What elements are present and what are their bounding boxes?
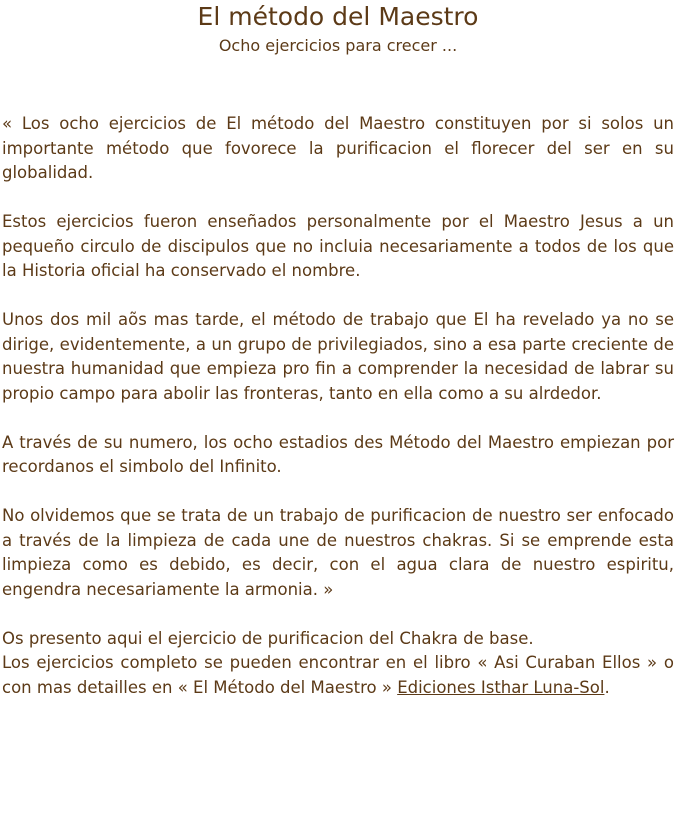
paragraph-method: Unos dos mil aõs mas tarde, el método de trabajo que El ha revelado ya no se dirige, evidentemente, a un grupo de privilegiados, sino a esa parte creciente de nuestra humanidad que empieza pro fin a comprender la necesidad de labrar su propio campo para abolir las fronteras, tanto en ella como a su alrdedor. bbox=[2, 310, 674, 403]
page-subtitle: Ocho ejercicios para crecer ... bbox=[218, 36, 458, 55]
paragraph-infinity: A través de su numero, los ocho estadios des Método del Maestro empiezan por recordanos el simbolo del Infinito. bbox=[2, 432, 674, 476]
page-title: El método del Maestro bbox=[197, 2, 479, 31]
paragraph-book-reference bbox=[2, 651, 674, 700]
closing-period: . bbox=[604, 677, 610, 697]
publisher-link[interactable]: Ediciones Isthar Luna-Sol bbox=[397, 677, 605, 697]
article-body bbox=[2, 112, 674, 700]
paragraph-purification: No olvidemos que se trata de un trabajo de purificacion de nuestro ser enfocado a través de la limpieza de cada une de nuestros chakras. Si se emprende esta limpieza como es debido, es decir, con el agua clara de nuestro espiritu, engendra necesariamente la armonia. » bbox=[2, 506, 674, 599]
paragraph-teaching: Estos ejercicios fueron enseñados personalmente por el Maestro Jesus a un pequeño circulo de discipulos que no incluia necesariamente a todos de los que la Historia oficial ha conservado el nombre. bbox=[2, 212, 674, 280]
paragraph-exercise-intro: Os presento aqui el ejercicio de purificacion del Chakra de base. bbox=[2, 628, 534, 648]
book-reference-text: Los ejercicios completo se pueden encontrar en el libro « Asi Curaban Ellos » o con mas detailles en « El Método del Maestro » bbox=[2, 653, 674, 697]
paragraph-intro: « Los ocho ejercicios de El método del Maestro constituyen por si solos un importante método que fovorece la purificacion el florecer del ser en su globalidad. bbox=[2, 114, 674, 182]
